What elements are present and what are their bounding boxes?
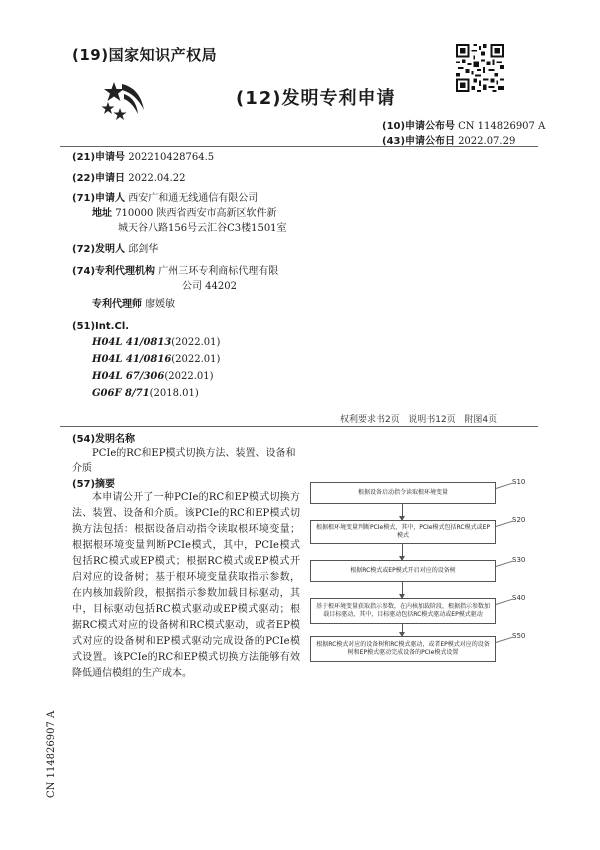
patent-agent-value: 廖媛敏 bbox=[145, 299, 176, 310]
cnipa-star-logo-icon bbox=[100, 80, 146, 124]
patent-agency-label: (74)专利代理机构 bbox=[72, 266, 156, 277]
header-divider bbox=[60, 146, 538, 147]
abstract-section-label: (57)摘要 bbox=[72, 479, 116, 490]
ipc-code: G06F 8/71 bbox=[92, 388, 150, 399]
publication-date bbox=[382, 132, 515, 147]
abstract-flowchart bbox=[310, 478, 542, 668]
ipc-list bbox=[92, 334, 220, 402]
flow-step-id: S20 bbox=[512, 516, 526, 524]
flow-leader-line bbox=[496, 520, 513, 527]
application-number-label: (21)申请号 bbox=[72, 152, 126, 163]
publication-number-label: (10)申请公布号 bbox=[382, 121, 456, 132]
patent-agent bbox=[92, 297, 175, 312]
patent-agency-line-2: 公司 44202 bbox=[182, 281, 237, 292]
flow-leader-line bbox=[496, 636, 513, 643]
flow-step-id: S30 bbox=[512, 556, 526, 564]
flow-leader-line bbox=[496, 482, 513, 489]
flow-step-text: 根据RC模式或EP模式开启对应的设备树 bbox=[350, 567, 456, 574]
ipc-code: H04L 41/0816 bbox=[92, 354, 172, 365]
flow-step-text: 根据根环境变量判断PCIe模式，其中，PCIe模式包括RC模式或EP模式 bbox=[315, 524, 490, 539]
flow-step-box bbox=[310, 560, 496, 582]
flow-step-id: S40 bbox=[512, 594, 526, 602]
applicant-label: (71)申请人 bbox=[72, 193, 126, 204]
applicant bbox=[72, 191, 258, 206]
biblio-divider bbox=[60, 426, 538, 427]
flow-step-box bbox=[310, 520, 496, 544]
flow-leader-line bbox=[496, 560, 513, 567]
inventor-value: 邱剑华 bbox=[128, 244, 159, 255]
ipc-entry bbox=[92, 368, 220, 385]
application-number-value: 202210428764.5 bbox=[128, 152, 215, 163]
inventor bbox=[72, 242, 158, 257]
side-publication-number bbox=[44, 648, 64, 798]
patent-agency-line-1: 广州三环专利商标代理有限 bbox=[158, 266, 279, 277]
address-line-1: 710000 陕西省西安市高新区软件新 bbox=[115, 208, 277, 219]
patent-agent-label: 专利代理师 bbox=[92, 299, 142, 310]
invention-title: PCIe的RC和EP模式切换方法、装置、设备和介质 bbox=[72, 448, 296, 474]
flow-step-id: S50 bbox=[512, 632, 526, 640]
address-line-2: 城天谷八路156号云汇谷C3楼1501室 bbox=[118, 223, 287, 234]
office-name: (19)国家知识产权局 bbox=[72, 46, 218, 64]
publication-number bbox=[382, 117, 545, 132]
flow-arrow bbox=[402, 624, 403, 636]
ipc-entry bbox=[92, 334, 220, 351]
flow-step-box bbox=[310, 598, 496, 624]
application-number bbox=[72, 150, 214, 165]
flow-arrow bbox=[402, 582, 403, 598]
publication-number-value: CN 114826907 A bbox=[458, 121, 546, 132]
qr-code-icon bbox=[456, 44, 504, 92]
publication-date-value: 2022.07.29 bbox=[458, 136, 516, 147]
ipc-label-text: (51)Int.Cl. bbox=[72, 321, 130, 332]
flow-step-box bbox=[310, 482, 496, 504]
patent-agency bbox=[72, 264, 278, 279]
ipc-date: (2018.01) bbox=[149, 388, 199, 399]
flow-leader-line bbox=[496, 598, 513, 605]
applicant-value: 西安广和通无线通信有限公司 bbox=[128, 193, 259, 204]
flow-step-box bbox=[310, 636, 496, 662]
page-count-info: 权利要求书2页 说明书12页 附图4页 bbox=[340, 415, 498, 425]
flow-step-text: 根据RC模式对应的设备树和RC模式驱动，或者EP模式对应的设备树和EP模式驱动完成设备的PCIe模式设置 bbox=[316, 641, 490, 656]
inventor-label: (72)发明人 bbox=[72, 244, 126, 255]
flow-arrow bbox=[402, 544, 403, 560]
ipc-entry bbox=[92, 351, 220, 368]
abstract-text: 本申请公开了一种PCIe的RC和EP模式切换方法、装置、设备和介质。该PCIe的RC和EP模式切换方法包括：根据设备启动指令读取根环境变量；根据根环境变量判断PCIe模式，其中，PCIe模式包括RC模式或EP模式；根据RC模式或EP模式开启对应的设备树；基于根环境变量获取指示参数，在内核加载阶段，根据指示参数加载目标驱动，其中，目标驱动包括RC模式驱动或EP模式驱动；根据RC模式对应的设备树和RC模式驱动，或者EP模式对应的设备树和EP模式驱动完成设备的PCIe模式设置。该PCIe的RC和EP模式切换方法能够有效降低通信模组的生产成本。 bbox=[72, 492, 300, 679]
address-label: 地址 bbox=[92, 208, 112, 219]
address bbox=[92, 206, 277, 221]
ipc-entry bbox=[92, 385, 220, 402]
flow-step-text: 根据设备启动指令读取根环境变量 bbox=[357, 489, 448, 496]
ipc-code: H04L 67/306 bbox=[92, 371, 165, 382]
flow-step-id: S10 bbox=[512, 478, 526, 486]
document-type: (12)发明专利申请 bbox=[236, 88, 396, 109]
application-date-label: (22)申请日 bbox=[72, 173, 126, 184]
ipc-code: H04L 41/0813 bbox=[92, 337, 172, 348]
flow-arrow bbox=[402, 504, 403, 520]
title-section-label: (54)发明名称 bbox=[72, 434, 136, 445]
publication-date-label: (43)申请公布日 bbox=[382, 136, 456, 147]
application-date bbox=[72, 171, 186, 186]
ipc-date: (2022.01) bbox=[164, 371, 214, 382]
ipc-label bbox=[72, 319, 129, 334]
side-publication-number-text: CN 114826907 A bbox=[46, 710, 57, 798]
application-date-value: 2022.04.22 bbox=[128, 173, 186, 184]
ipc-date: (2022.01) bbox=[171, 337, 221, 348]
flow-step-text: 基于根环境变量获取指示参数，在内核加载阶段，根据指示参数加载目标驱动，其中，目标驱动包括RC模式驱动或EP模式驱动 bbox=[315, 603, 490, 618]
ipc-date: (2022.01) bbox=[171, 354, 221, 365]
